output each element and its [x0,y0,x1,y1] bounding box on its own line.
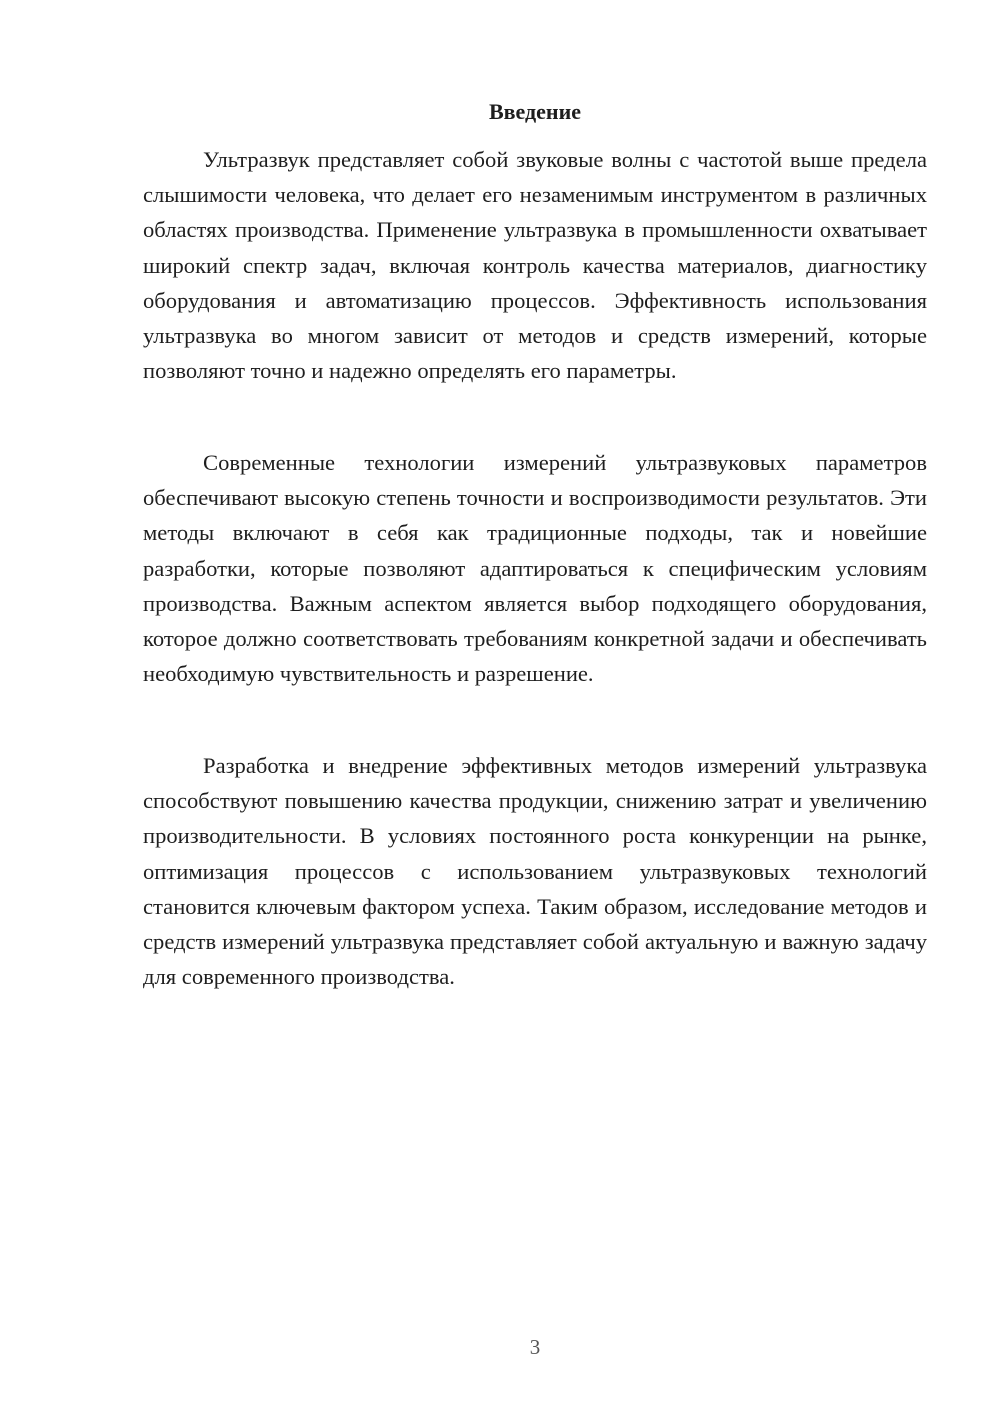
page-number: 3 [529,1335,541,1359]
paragraph-3: Разработка и внедрение эффективных методов измерений ультразвука способствуют повышению качества продукции, снижению затрат и увеличению производительности. В условиях постоянного роста конкуренции на рынке, оптимизация процессов с использованием ультразвуковых технологий становится ключевым фактором успеха. Таким образом, исследование методов и средств измерений ультразвука представляет собой актуальную и важную задачу для современного производства. [143,753,927,990]
page-title: Введение [488,99,582,124]
paragraph-1: Ультразвук представляет собой звуковые волны с частотой выше предела слышимости человека, что делает его незаменимым инструментом в различных областях производства. Применение ультразвука в промышленности охватывает широкий спектр задач, включая контроль качества материалов, диагностику оборудования и автоматизацию процессов. Эффективность использования ультразвука во многом зависит от методов и средств измерений, которые позволяют точно и надежно определять его параметры. [143,147,927,384]
paragraph-2: Современные технологии измерений ультразвуковых параметров обеспечивают высокую степень точности и воспроизводимости результатов. Эти методы включают в себя как традиционные подходы, так и новейшие разработки, которые позволяют адаптироваться к специфическим условиям производства. Важным аспектом является выбор подходящего оборудования, которое должно соответствовать требованиям конкретной задачи и обеспечивать необходимую чувствительность и разрешение. [143,450,927,687]
